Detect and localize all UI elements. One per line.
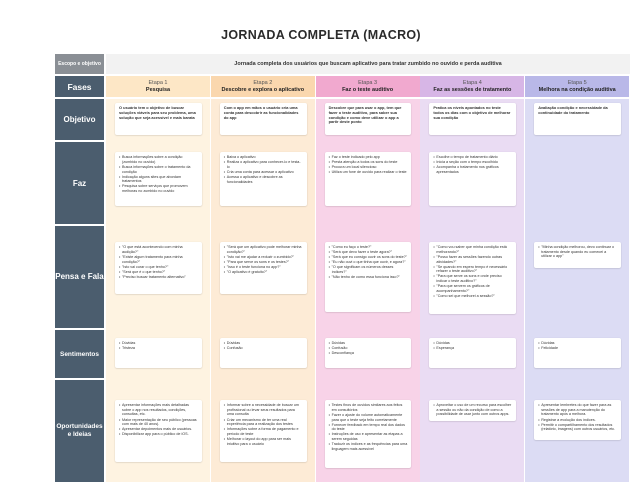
list-item: • Informar sobre a necessidade de buscar um profissional ou levar seus resultados para uma consulta [224, 403, 303, 417]
list-item: • "Será que um aplicativo pode melhorar minha condição?" [224, 245, 303, 254]
phase-number: Etapa 5 [567, 80, 587, 86]
list-item: • Dúvidas [119, 341, 198, 346]
list-item: • Escolhe o tempo de tratamento diário [433, 155, 512, 160]
list-item: • Dúvidas [538, 341, 617, 346]
list-item: • Acessa o aplicativo e descobre as funcionalidades [224, 175, 303, 184]
faz-card [325, 152, 412, 206]
faz-card [429, 152, 516, 206]
row-header-pensa-fala: Pensa e Fala [55, 226, 104, 328]
list-item: • Criar um mecanismo de ter uma real experiência para a realização dos testes [224, 418, 303, 427]
list-item: • Inicia a seção com o tempo escolhido [433, 160, 512, 165]
list-item: • Busca informações sobre o tratamento da condição [119, 165, 198, 174]
list-item: • "Isso é o teste funciona no app?" [224, 265, 303, 270]
phase-name: Descobre e explora o aplicativo [221, 86, 305, 93]
row-header-sentimentos: Sentimentos [55, 330, 104, 378]
sentimentos-card [534, 338, 621, 368]
list-item: • Traduzir os índices e as frequências para uma linguagem mais acessível [329, 442, 408, 451]
pensa-card [220, 242, 307, 294]
list-item: • Esperança [433, 346, 512, 351]
sentimentos-card [429, 338, 516, 368]
list-item: • "O que significam os números desses índices?" [329, 265, 408, 274]
list-item: • "Como vou saber que minha condição está melhorando?" [433, 245, 512, 254]
phase-name: Melhora na condição auditiva [538, 86, 616, 93]
phase-number: Etapa 4 [462, 80, 482, 86]
list-item: • Dúvidas [329, 341, 408, 346]
phase-header-5 [525, 76, 629, 97]
list-item: • "O aplicativo é gratuito?" [224, 270, 303, 275]
oportunidades-card [115, 400, 202, 462]
list-item: • "Como eu faço o teste?" [329, 245, 408, 250]
list-item: • Confusão [329, 346, 408, 351]
list-item: • Instruções de uso e apresentar as etapas a serem seguidas [329, 432, 408, 441]
list-item: • Permitir o compartilhamento dos resultados (relatório, imagens) com outros usuários, etc. [538, 423, 617, 432]
objetivo-card: Com o app em mãos o usuário cria uma conta para descobrir as funcionalidades do app [220, 103, 307, 135]
list-item: • "Será que eu consigo ouvir os sons do teste?" [329, 255, 408, 260]
list-item: • "Minha condição melhorou, devo continuar o tratamento desde quando eu comecei a utilizar o app" [538, 245, 617, 259]
list-item: • "Para que servem os gráficos de acompanhamento?" [433, 284, 512, 293]
list-item: • Procura um local silencioso [329, 165, 408, 170]
list-item: • Cria uma conta para acessar o aplicativo [224, 170, 303, 175]
list-item: • "Se quando em espero tempo é necessário refazer o teste auditivo?" [433, 265, 512, 274]
objetivo-card: Descobre que para usar o app, tem que fazer o teste auditivo, para saber sua condição e como deve utilizar o app a partir deste ponto [325, 103, 412, 135]
phase-name: Faz o teste auditivo [342, 86, 394, 93]
list-item: • Testes finos de ouvidos similares aos feitos em consultórios [329, 403, 408, 412]
list-item: • Presta atenção a todos os sons do teste [329, 160, 408, 165]
list-item: • Realiza o aplicativo para conhecer-lo e testa-lo [224, 160, 303, 169]
list-item: • Aproveitar o uso de um recurso para escolher a sessão ou não da condição de como a possibilidade de usar junto com outros apps. [433, 403, 512, 417]
list-item: • "Será que é o que tenho?" [119, 270, 198, 275]
phase-number: Etapa 1 [148, 80, 168, 86]
oportunidades-card [534, 400, 621, 440]
phase-number: Etapa 3 [358, 80, 378, 86]
row-header-oportunidades: Oportunidades e Ideias [55, 380, 104, 482]
list-item: • Disponibilizar app para o público de iOS. [119, 432, 198, 437]
oportunidades-card [325, 400, 412, 468]
list-item: • Apresentar informações mais detalhadas sobre o app nos resultados, condições, consultas, etc. [119, 403, 198, 417]
list-item: • "Posso fazer as sessões fazendo outras atividades?" [433, 255, 512, 264]
row-header-faz: Faz [55, 142, 104, 224]
list-item: • Pesquisa sobre serviços que promovem melhoras no zumbido no ouvido [119, 184, 198, 193]
list-item: • Registrar a evolução dos índices. [538, 418, 617, 423]
list-item: • Desconfiança [329, 351, 408, 356]
phase-header-2 [211, 76, 315, 97]
phase-header-4 [420, 76, 524, 97]
sentimentos-card [220, 338, 307, 368]
faz-card [115, 152, 202, 206]
list-item: • "Não tenho de como essa funciona isso?" [329, 275, 408, 280]
phase-number: Etapa 2 [253, 80, 273, 86]
list-item: • Apresentar depoimentos mais de usuários. [119, 427, 198, 432]
faz-card [220, 152, 307, 206]
sentimentos-card [115, 338, 202, 368]
objetivo-card: Avaliação condição e necessidade da continuidade do tratamento [534, 103, 621, 135]
list-item: • "Isto vai me ajudar a reduzir o zumbido?" [224, 255, 303, 260]
list-item: • Faz o teste indicado pelo app [329, 155, 408, 160]
oportunidades-card [429, 400, 516, 421]
pensa-card [115, 242, 202, 294]
pensa-card [534, 242, 621, 268]
list-item: • "Isto vai curar o que tenho?" [119, 265, 198, 270]
list-item: • "Será que devo fazer o teste agora?" [329, 250, 408, 255]
oportunidades-card [220, 400, 307, 462]
list-item: • Busca informações sobre a condição (zumbido no ouvido) [119, 155, 198, 164]
list-item: • "Eu não ouvi o que tinha que ouvir, e agora?" [329, 260, 408, 265]
list-item: • "O que está acontecendo com minha audição?" [119, 245, 198, 254]
objetivo-card: O usuário tem o objetivo de buscar soluções viáveis para seu problema, uma solução que seja acessível e mais barata [115, 103, 202, 135]
list-item: • Utiliza um fone de ouvido para realizar o teste [329, 170, 408, 175]
list-item: • "Para que serve os sons e onde preciso indicar o teste auditivo?" [433, 274, 512, 283]
list-item: • Maior representação de seu público (pessoas com mais de 40 anos). [119, 418, 198, 427]
list-item: • Dúvidas [224, 341, 303, 346]
scope-description: Jornada completa dos usuários que buscam aplicativo para tratar zumbido no ouvido e perda auditiva [106, 54, 630, 74]
phase-name: Faz as sessões de tratamento [433, 86, 512, 93]
list-item: • Baixa o aplicativo [224, 155, 303, 160]
list-item: • Apresentar lembretes do que fazer para as sessões de app para a manutenção do tratamento após a melhora. [538, 403, 617, 417]
pensa-card [325, 242, 412, 312]
pensa-card [429, 242, 516, 314]
list-item: • Fazer o ajuste do volume automaticamente para que o teste seja feito corretamente [329, 413, 408, 422]
list-item: • Tristeza [119, 346, 198, 351]
list-item: • Acompanha o tratamento nos gráficos apresentados [433, 165, 512, 174]
objetivo-card: Pratica os níveis apontados no teste todos os dias com o objetivo de melhorar sua condição [429, 103, 516, 135]
sentimentos-card [325, 338, 412, 368]
list-item: • Felicidade [538, 346, 617, 351]
list-item: • "Como sei que melhorei a sessão?" [433, 294, 512, 299]
phase-name: Pesquisa [145, 86, 171, 93]
list-item: • Dúvidas [433, 341, 512, 346]
list-item: • Melhorar o layout do app para ser mais intuitivo para o usuário [224, 437, 303, 446]
row-header-escopo: Escopo e objetivo [55, 54, 104, 74]
list-item: • Confusão [224, 346, 303, 351]
list-item: • Indicação alguns sites que abordam tratamentos [119, 175, 198, 184]
row-header-fases: Fases [55, 76, 104, 97]
phase-header-1 [106, 76, 210, 97]
list-item: • Fornecer feedback em tempo real dos dados do teste [329, 423, 408, 432]
row-header-objetivo: Objetivo [55, 99, 104, 140]
list-item: • "Existe algum tratamento para minha condição?" [119, 255, 198, 264]
list-item: • "Preciso buscar tratamento alternativo" [119, 275, 198, 280]
page-title: JORNADA COMPLETA (MACRO) [221, 28, 421, 42]
list-item: • "Para que serve os sons e os testes?" [224, 260, 303, 265]
list-item: • Informações sobre a forma de pagamento e período de teste [224, 427, 303, 436]
phase-header-3 [316, 76, 420, 97]
